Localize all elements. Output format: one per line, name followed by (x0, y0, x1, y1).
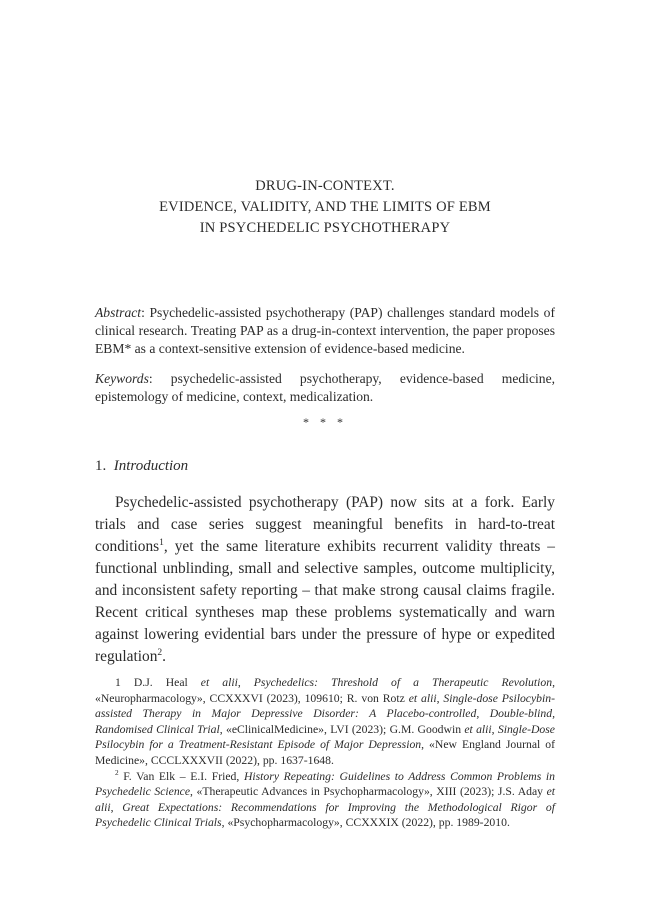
footnotes (95, 675, 555, 831)
footnote-1: 1 D.J. Heal et alii, Psychedelics: Threshold of a Therapeutic Revolution, «Neuropharmacology», CCXXXVI (2023), 109610; R. von Rotz et alii, Single-dose Psilocybin-assisted Therapy in Major Depressive Disorder: A Placebo-controlled, Double-blind, Randomised Clinical Trial, «eClinicalMedicine», LVI (2023); G.M. Goodwin et alii, Single-Dose Psilocybin for a Treatment-Resistant Episode of Major Depression, «New England Journal of Medicine», CCCLXXXVII (2022), pp. 1637-1648. (95, 676, 555, 767)
title-line-3: IN PSYCHEDELIC PSYCHOTHERAPY (199, 220, 451, 236)
body-paragraph (95, 492, 555, 668)
body-text-2: , yet the same literature exhibits recurrent validity threats – functional unblinding, small and selective samples, outcome multiplicity, and inconsistent safety reporting – that make strong causal claims fragile. Recent critical syntheses map these problems systematically and warn against lowering evidential bars under the pressure of hype or expedited regulation (95, 538, 555, 665)
footnote-ref-2[interactable]: 2 (157, 646, 163, 658)
section-number: 1. (95, 458, 107, 474)
section-title: Introduction (113, 458, 189, 474)
abstract-text: : Psychedelic-assisted psychotherapy (PAP) challenges standard models of clinical research. Treating PAP as a drug-in-context intervention, the paper proposes EBM* as a context-sensitive extension of evidence-based medicine. (95, 305, 555, 356)
body-text-3: . (162, 648, 167, 665)
abstract (95, 304, 555, 358)
body-text-1: Psychedelic-assisted psychotherapy (PAP) now sits at a fork. Early trials and case series suggest meaningful benefits in hard-to-treat conditions (95, 494, 555, 555)
title-line-2: EVIDENCE, VALIDITY, AND THE LIMITS OF EBM (159, 199, 491, 215)
abstract-label: Abstract (95, 305, 142, 320)
section-heading (95, 456, 188, 476)
keywords-text: : psychedelic-assisted psychotherapy, evidence-based medicine, epistemology of medicine, context, medicalization. (95, 371, 555, 404)
footnote-2: $^2$ F. Van Elk – E.I. Fried, History Repeating: Guidelines to Address Common Problems in Psychedelic Science, «Therapeutic Advances in Psychopharmacology», XIII (2023); J.S. Aday et alii, Great Expectations: Recommendations for Improving the Methodological Rigor of Psychedelic Clinical Trials, «Psychopharmacology», CCXXXIX (2022), pp. 1989-2010. (95, 768, 556, 830)
paper-title (0, 176, 650, 239)
footnote-2-number: 2 (115, 768, 119, 777)
footnote-ref-1[interactable]: 1 (159, 536, 164, 548)
title-line-1: DRUG-IN-CONTEXT. (255, 178, 395, 194)
section-separator: * * * (303, 415, 347, 429)
footnote-1-number: 1 (115, 676, 121, 689)
keywords-label: Keywords (95, 371, 149, 386)
keywords (95, 370, 555, 406)
